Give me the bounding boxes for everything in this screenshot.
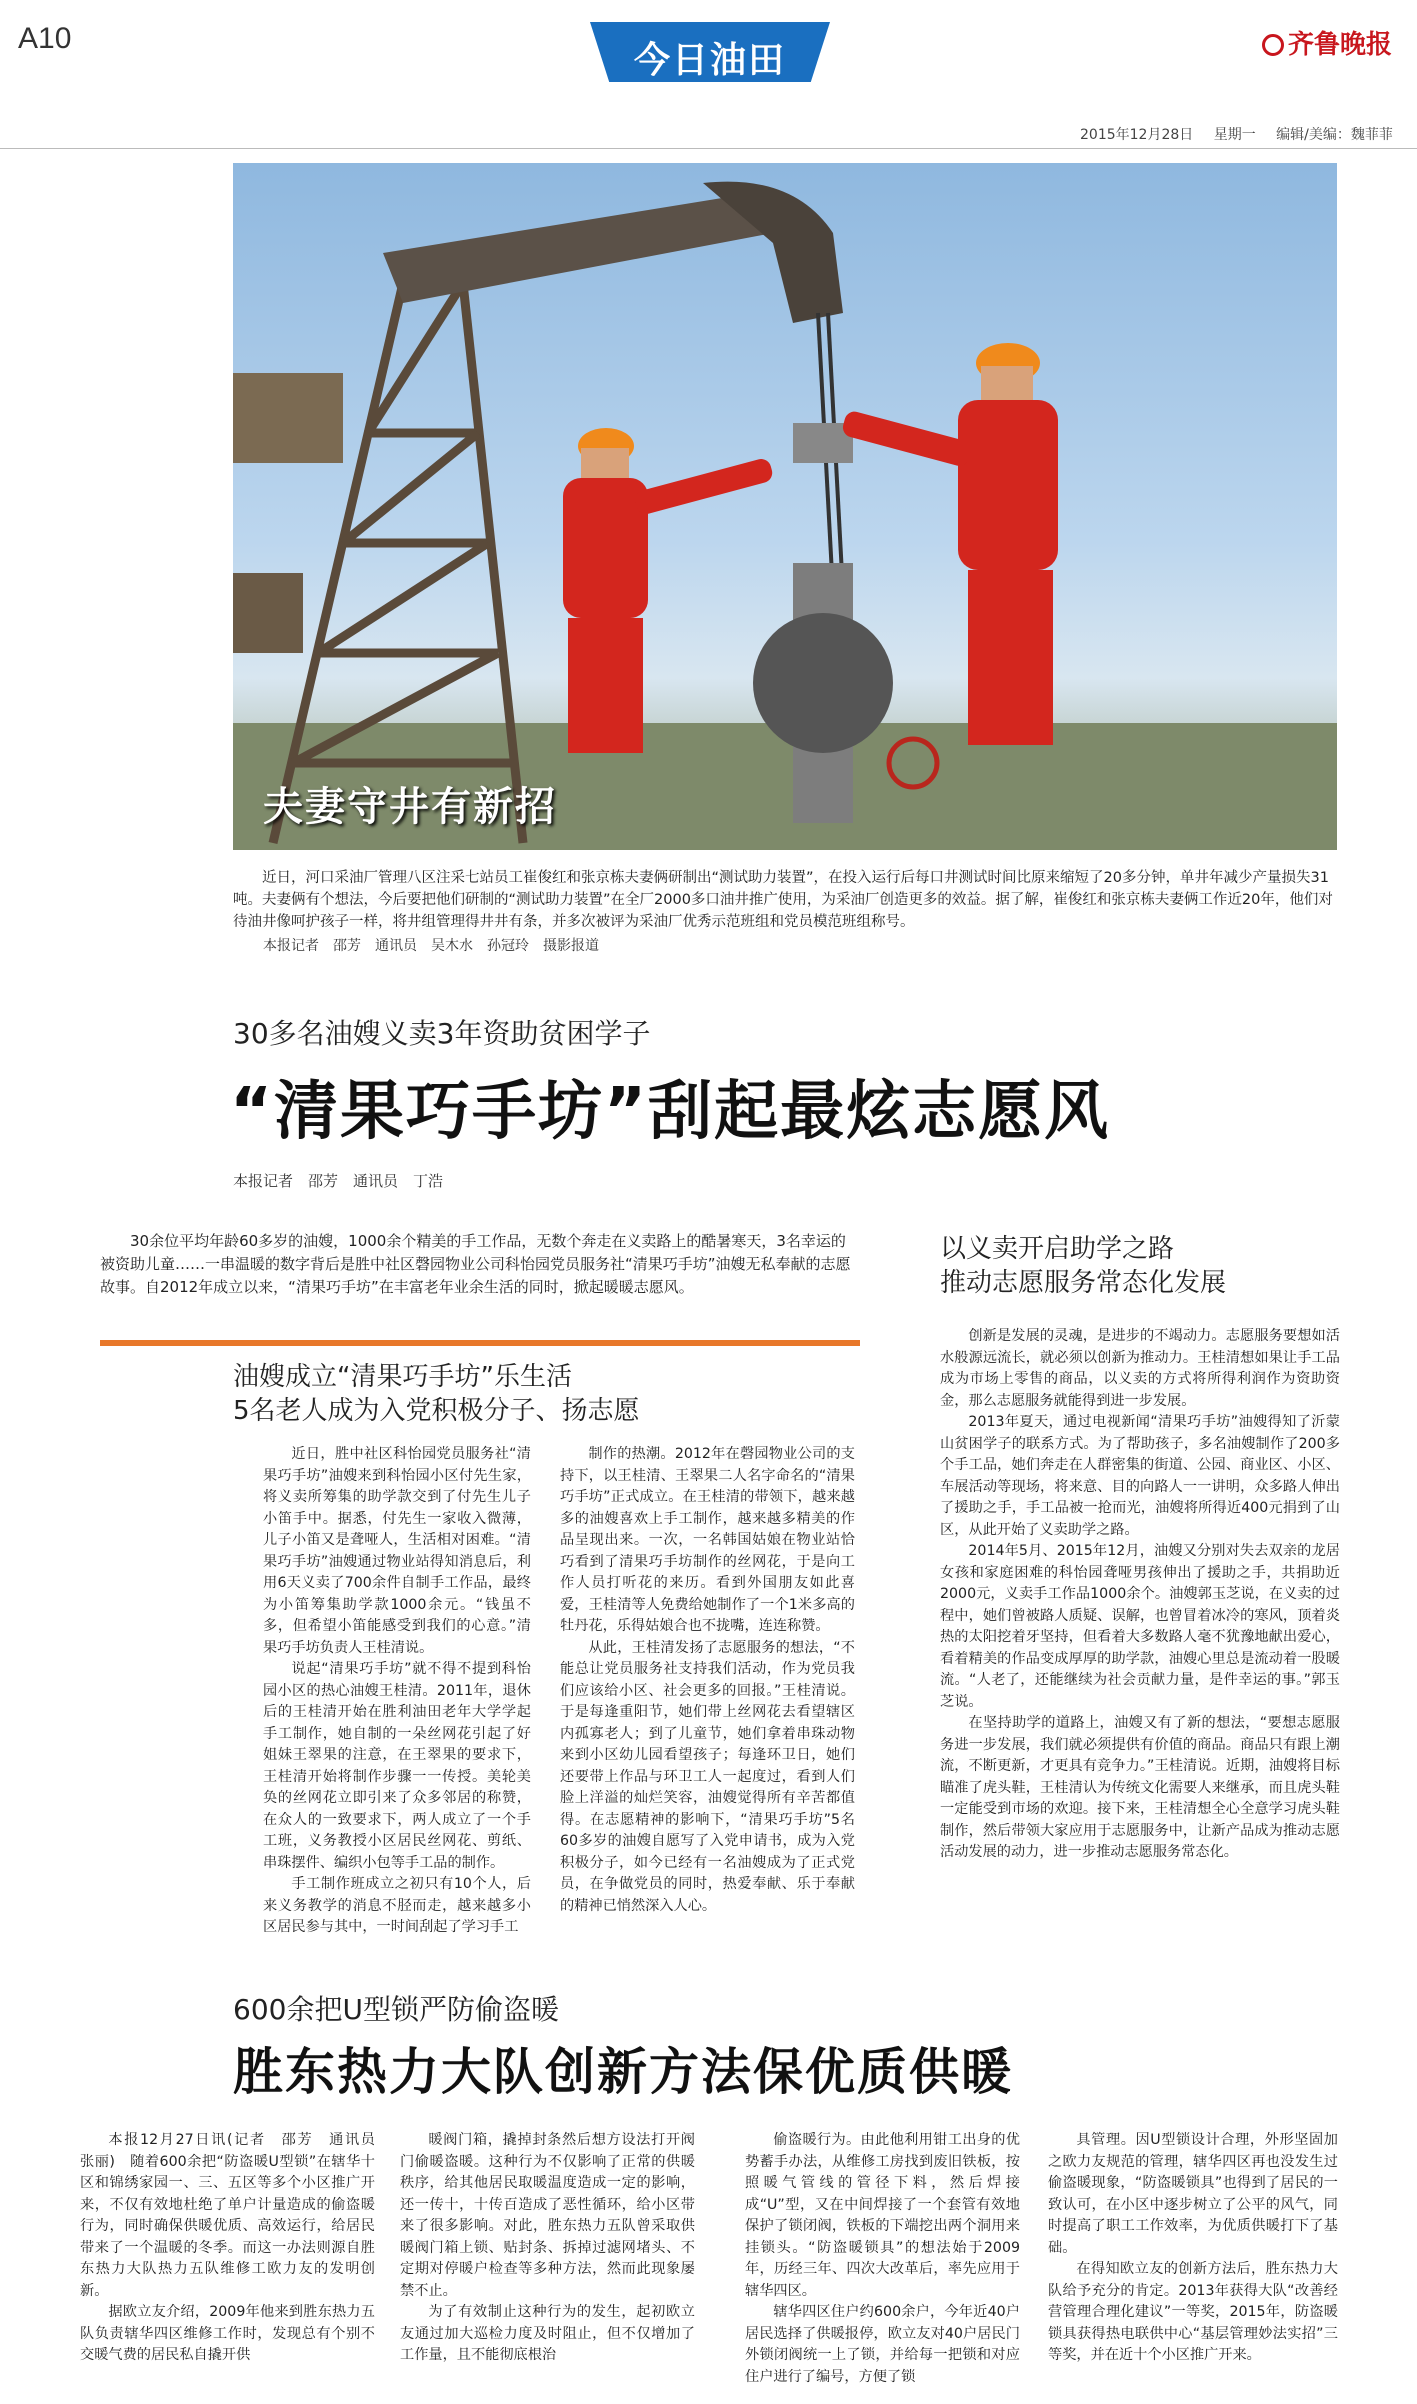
story1-column-3	[940, 1326, 1340, 1916]
story2-column-4	[1048, 2130, 1338, 2390]
story1-subhead-2	[940, 1232, 1340, 1300]
header-divider	[0, 148, 1417, 149]
orange-divider	[100, 1340, 860, 1346]
photo-caption: 近日，河口采油厂管理八区注采七站员工崔俊红和张京栋夫妻俩研制出“测试助力装置”，在投入运行后每口井测试时间比原来缩短了20多分钟，单井年减少产量损失31吨。夫妻俩有个想法，今后要把他们研制的“测试助力装置”在全厂2000多口油井推广使用，为采油厂创造更多的效益。据了解，崔俊红和张京栋夫妻俩工作近20年，他们对待油井像呵护孩子一样，将井组管理得井井有条，并多次被评为采油厂优秀示范班组和党员模范班组称号。	[233, 870, 1333, 930]
pumpjack-workers-illustration	[233, 163, 1337, 850]
story1-kicker: 30多名油嫂义卖3年资助贫困学子	[233, 1017, 651, 1050]
paragraph: 偷盗暖行为。由此他利用钳工出身的优势蓄手办法，从维修工房找到废旧铁板，按照暖气管线的管径下料，然后焊接成“U”型，又在中间焊接了一个套管有效地保护了锁闭阀，铁板的下端挖出两个洞用来挂锁头。“防盗暖锁具”的想法始于2009年，历经三年、四次大改革后，率先应用于辖华四区。	[745, 2132, 1020, 2299]
story2-kicker: 600余把U型锁严防偷盗暖	[233, 1993, 559, 2026]
story1-lead: 30余位平均年龄60多岁的油嫂，1000余个精美的手工作品，无数个奔走在义卖路上的酷暑寒天，3名幸运的被资助儿童……一串温暖的数字背后是胜中社区磬园物业公司科怡园党员服务社“清果巧手坊”油嫂无私奉献的志愿故事。自2012年成立以来，“清果巧手坊”在丰富老年业余生活的同时，掀起暖暖志愿风。	[100, 1232, 851, 1296]
paragraph: 创新是发展的灵魂，是进步的不竭动力。志愿服务要想如活水般源远流长，就必须以创新为推动力。王桂清想如果让手工品成为市场上零售的商品，以义卖的方式将所得利润作为资助资金，那么志愿服务就能得到进一步发展。	[940, 1328, 1340, 1409]
section-masthead	[590, 22, 830, 92]
paragraph: 在得知欧立友的创新方法后，胜东热力大队给予充分的肯定。2013年获得大队“改善经营管理合理化建议”一等奖，2015年，防盗暖锁具获得热电联供中心“基层管理妙法实招”三等奖，并在近十个小区推广开来。	[1048, 2261, 1338, 2363]
story1-headline: “清果巧手坊”刮起最炫志愿风	[230, 1075, 1111, 1149]
paragraph: 手工制作班成立之初只有10个人，后来义务教学的消息不胫而走，越来越多小区居民参与其中，一时间刮起了学习手工	[263, 1876, 531, 1935]
story2-column-3	[745, 2130, 1020, 2390]
paragraph: 为了有效制止这种行为的发生，起初欧立友通过加大巡检力度及时阻止，但不仅增加了工作量，且不能彻底根治	[400, 2304, 695, 2363]
paragraph: 本报12月27日讯(记者 邵芳 通讯员 张丽) 随着600余把“防盗暖U型锁”在辖华十区和锦绣家园一、三、五区等多个小区推广开来，不仅有效地杜绝了单户计量造成的偷盗暖行为，同时确保供暖优质、高效运行，给居民带来了一个温暖的冬季。而这一办法则源自胜东热力大队热力五队维修工欧力友的发明创新。	[80, 2132, 390, 2299]
subhead-2-line-2: 推动志愿服务常态化发展	[940, 1268, 1227, 1298]
story2-column-2	[400, 2130, 695, 2390]
editor: 编辑/美编：魏菲菲	[1276, 127, 1393, 143]
paragraph: 辖华四区住户约600余户，今年近40户居民选择了供暖报停，欧立友对40户居民门外锁闭阀统一上了锁，并给每一把锁和对应住户进行了编号，方便了锁	[745, 2304, 1020, 2385]
story1-column-1	[263, 1444, 531, 1939]
story2-headline: 胜东热力大队创新方法保优质供暖	[233, 2043, 1013, 2101]
date: 2015年12月28日	[1080, 127, 1194, 143]
subhead-1-line-1: 油嫂成立“清果巧手坊”乐生活	[233, 1362, 572, 1392]
paragraph: 2014年5月、2015年12月，油嫂又分别对失去双亲的龙居女孩和家庭困难的科怡园聋哑男孩伸出了援助之手，共捐助近2000元，义卖手工作品1000余个。油嫂郭玉芝说，在义卖的过程中，她们曾被路人质疑、误解，也曾冒着冰冷的寒风，顶着炎热的太阳挖着牙坚持，但看着大多数路人毫不犹豫地献出爱心，看着精美的作品变成厚厚的助学款，油嫂心里总是流动着一股暖流。“人老了，还能继续为社会贡献力量，是件幸运的事。”郭玉芝说。	[940, 1543, 1340, 1710]
logo-text: 齐鲁晚报	[1288, 30, 1393, 60]
paragraph: 制作的热潮。2012年在磬园物业公司的支持下，以王桂清、王翠果二人名字命名的“清果巧手坊”正式成立。在王桂清的带领下，越来越多的油嫂喜欢上手工制作，越来越多精美的作品呈现出来。一次，一名韩国姑娘在物业站恰巧看到了清果巧手坊制作的丝网花，于是向工作人员打听花的来历。看到外国朋友如此喜爱，王桂清等人免费给她制作了一个1米多高的牡丹花，乐得姑娘合也不拢嘴，连连称赞。	[560, 1446, 855, 1634]
newspaper-logo	[1262, 24, 1392, 61]
paragraph: 暖阀门箱，撬掉封条然后想方设法打开阀门偷暖盗暖。这种行为不仅影响了正常的供暖秩序，给其他居民取暖温度造成一定的影响，还一传十，十传百造成了恶性循环，给小区带来了很多影响。对此，胜东热力五队曾采取供暖阀门箱上锁、贴封条、拆掉过滤网堵头、不定期对停暖户检查等多种方法，然而此现象屡禁不止。	[400, 2132, 695, 2299]
news-photo-pumpjack	[233, 163, 1337, 850]
story2-column-1	[80, 2130, 390, 2390]
paragraph: 在坚持助学的道路上，油嫂又有了新的想法，“要想志愿服务进一步发展，我们就必须提供有价值的商品。商品只有跟上潮流，不断更新，才更具有竞争力。”王桂清说。近期，油嫂将目标瞄准了虎头鞋，王桂清认为传统文化需要人来继承，而且虎头鞋一定能受到市场的欢迎。接下来，王桂清想全心全意学习虎头鞋制作，然后带领大家应用于志愿服务中，让新产品成为推动志愿活动发展的动力，进一步推动志愿服务常态化。	[940, 1715, 1340, 1860]
paragraph: 从此，王桂清发扬了志愿服务的想法，“不能总让党员服务社支持我们活动，作为党员我们应该给小区、社会更多的回报。”王桂清说。于是每逢重阳节，她们带上丝网花去看望辖区内孤寡老人；到了儿童节，她们拿着串珠动物来到小区幼儿园看望孩子；每逢环卫日，她们还要带上作品与环卫工人一起度过，看到人们脸上洋溢的灿烂笑容，油嫂觉得所有辛苦都值得。在志愿精神的影响下，“清果巧手坊”5名60多岁的油嫂自愿写了入党申请书，成为入党积极分子，如今已经有一名油嫂成为了正式党员，在争做党员的同时，热爱奉献、乐于奉献的精神已悄然深入人心。	[560, 1639, 855, 1914]
paragraph: 近日，胜中社区科怡园党员服务社“清果巧手坊”油嫂来到科怡园小区付先生家，将义卖所筹集的助学款交到了付先生儿子小笛手中。据悉，付先生一家收入微薄，儿子小笛又是聋哑人，生活相对困难。“清果巧手坊”油嫂通过物业站得知消息后，利用6天义卖了700余件自制手工作品，最终为小笛筹集助学款1000余元。“钱虽不多，但希望小笛能感受到我们的心意。”清果巧手坊负责人王桂清说。	[263, 1446, 531, 1656]
logo-seal-icon	[1262, 34, 1284, 56]
section-title: 今日油田	[633, 40, 786, 81]
story1-subhead-1	[233, 1360, 853, 1428]
paragraph: 说起“清果巧手坊”就不得不提到科怡园小区的热心油嫂王桂清。2011年，退休后的王桂清开始在胜利油田老年大学学起手工制作，她自制的一朵丝网花引起了好姐妹王翠果的注意，在王翠果的要求下，王桂清开始将制作步骤一一传授。美轮美奂的丝网花立即引来了众多邻居的称赞，在众人的一致要求下，两人成立了一个手工班，义务教授小区居民丝网花、剪纸、串珠摆件、编织小包等手工品的制作。	[263, 1661, 531, 1871]
page-number: A10	[18, 22, 72, 55]
photo-byline: 本报记者 邵芳 通讯员 吴木水 孙冠玲 摄影报道	[263, 938, 599, 954]
paragraph: 具管理。因U型锁设计合理，外形坚固加之欧力友规范的管理，辖华四区再也没发生过偷盗暖现象，“防盗暖锁具”也得到了居民的一致认可，在小区中逐步树立了公平的风气，同时提高了职工工作效率，为优质供暖打下了基础。	[1048, 2132, 1338, 2256]
photo-overlay-title: 夫妻守井有新招	[263, 784, 557, 830]
paragraph: 据欧立友介绍，2009年他来到胜东热力五队负责辖华四区维修工作时，发现总有个别不交暖气费的居民私自撬开供	[80, 2304, 375, 2363]
story1-byline: 本报记者 邵芳 通讯员 丁浩	[233, 1172, 444, 1190]
subhead-2-line-1: 以义卖开启助学之路	[940, 1234, 1175, 1264]
dateline	[1080, 124, 1409, 144]
story1-column-2	[560, 1444, 855, 1939]
subhead-1-line-2: 5名老人成为入党积极分子、扬志愿	[233, 1396, 640, 1426]
weekday: 星期一	[1213, 127, 1256, 143]
paragraph: 2013年夏天，通过电视新闻“清果巧手坊”油嫂得知了沂蒙山贫困学子的联系方式。为了帮助孩子，多名油嫂制作了200多个手工品，她们奔走在人群密集的街道、公园、商业区、小区、车展活动等现场，将来意、目的向路人一一讲明，众多路人伸出了援助之手，手工品被一抢而光，油嫂将所得近400元捐到了山区，从此开始了义卖助学之路。	[940, 1414, 1340, 1538]
